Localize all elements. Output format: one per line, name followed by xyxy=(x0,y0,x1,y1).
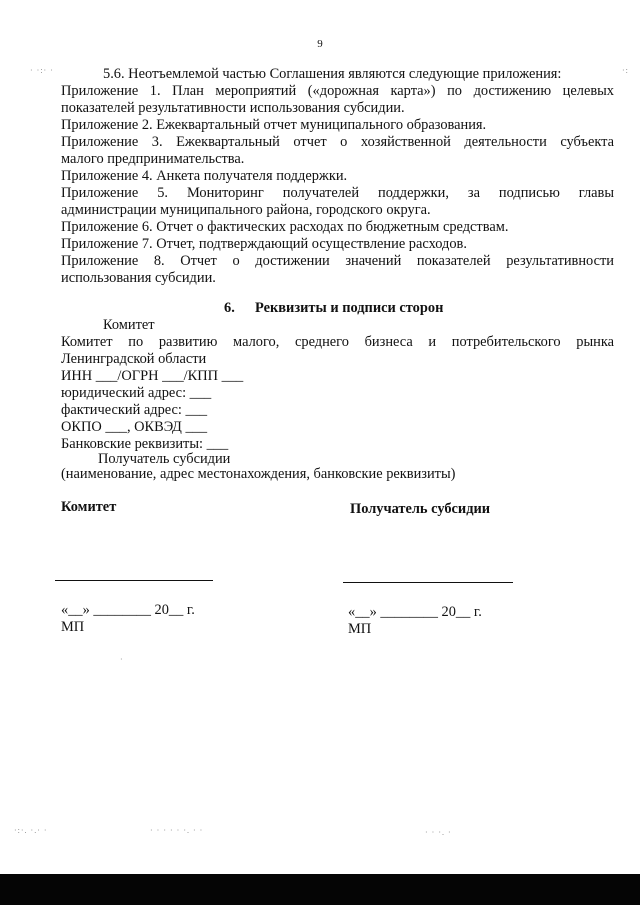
left-date: «__» ________ 20__ г. xyxy=(61,602,195,618)
appendix-line: Приложение 2. Ежеквартальный отчет муниципального образования. xyxy=(61,117,487,133)
recipient-label: Получатель субсидии xyxy=(98,451,231,467)
recipient-note: (наименование, адрес местонахождения, банковские реквизиты) xyxy=(61,466,456,482)
scan-noise: ·: xyxy=(622,66,629,75)
right-seal-mark: МП xyxy=(348,621,372,637)
right-date: «__» ________ 20__ г. xyxy=(348,604,482,620)
left-signature-line xyxy=(55,580,213,581)
actual-address: фактический адрес: ___ xyxy=(61,402,208,418)
bank-details: Банковские реквизиты: ___ xyxy=(61,436,229,452)
clause-intro: 5.6. Неотъемлемой частью Соглашения являются следующие приложения: xyxy=(103,66,562,82)
scan-edge-bar xyxy=(0,874,640,905)
legal-address: юридический адрес: ___ xyxy=(61,385,212,401)
okpo-line: ОКПО ___, ОКВЭД ___ xyxy=(61,419,208,435)
left-party-label: Комитет xyxy=(61,499,117,515)
page-number: 9 xyxy=(317,38,323,50)
appendix-line: Приложение 8. Отчет о достижении значений показателей результативности xyxy=(61,253,614,269)
committee-name-cont: Ленинградской области xyxy=(61,351,207,367)
right-signature-line xyxy=(343,582,513,583)
right-party-label: Получатель субсидии xyxy=(350,501,491,517)
scan-noise: · xyxy=(120,655,124,664)
left-seal-mark: МП xyxy=(61,619,85,635)
section-number: 6. xyxy=(224,300,235,316)
appendix-line: администрации муниципального района, городского округа. xyxy=(61,202,431,218)
scan-noise: · · · · · ·. · · xyxy=(150,826,204,835)
scan-noise: · ·:· · xyxy=(30,66,54,75)
appendix-line: Приложение 7. Отчет, подтверждающий осуществление расходов. xyxy=(61,236,467,252)
committee-label: Комитет xyxy=(103,317,155,333)
appendix-line: показателей результативности использования субсидии. xyxy=(61,100,405,116)
committee-name: Комитет по развитию малого, среднего бизнеса и потребительского рынка xyxy=(61,334,614,350)
appendix-line: Приложение 3. Ежеквартальный отчет о хозяйственной деятельности субъекта xyxy=(61,134,614,150)
appendix-line: Приложение 4. Анкета получателя поддержки. xyxy=(61,168,348,184)
section-title: Реквизиты и подписи сторон xyxy=(255,300,444,316)
appendix-line: Приложение 6. Отчет о фактических расходах по бюджетным средствам. xyxy=(61,219,509,235)
scan-noise: ·:·. ·.· · xyxy=(14,826,48,835)
appendix-line: использования субсидии. xyxy=(61,270,216,286)
appendix-line: малого предпринимательства. xyxy=(61,151,245,167)
scan-noise: · · ·. · xyxy=(425,828,452,837)
inn-line: ИНН ___/ОГРН ___/КПП ___ xyxy=(61,368,244,384)
appendix-line: Приложение 1. План мероприятий («дорожная карта») по достижению целевых xyxy=(61,83,614,99)
appendix-line: Приложение 5. Мониторинг получателей поддержки, за подписью главы xyxy=(61,185,614,201)
